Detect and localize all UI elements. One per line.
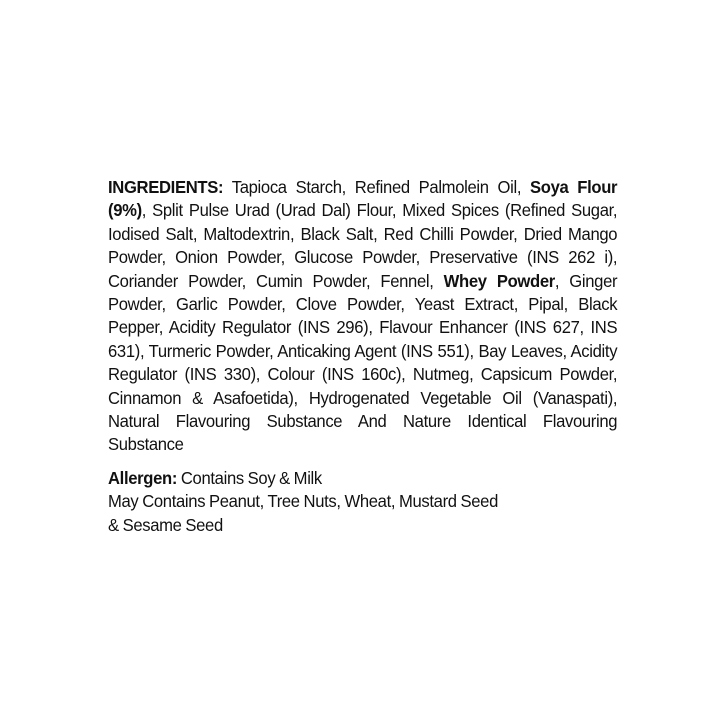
ingredients-text-3: , Ginger Powder, Garlic Powder, Clove Powder, Yeast Extract, Pipal, Black Pepper, Acidity Regulator (INS 296), Flavour Enhancer (INS 627, INS 631), Turmeric Powder, Anticaking Agent (INS 551), Bay Leaves, Acidity Regulator (INS 330), Colour (INS 160c), Nutmeg, Capsicum Powder, Cinnamon & Asafoetida), Hydrogenated Vegetable Oil (Vanaspati), Natural Flavouring Substance And Nature Identical Flavouring Substance xyxy=(108,270,618,455)
allergen-section xyxy=(108,467,617,537)
may-contain-line-1: May Contains Peanut, Tree Nuts, Wheat, Mustard Seed xyxy=(108,491,499,512)
ingredients-text-1: Tapioca Starch, Refined Palmolein Oil, xyxy=(223,177,531,197)
soya-flour-highlight: Soya Flour (9%) xyxy=(108,177,618,221)
ingredient-label xyxy=(108,176,618,537)
may-contain-line-2: & Sesame Seed xyxy=(108,514,223,535)
allergen-contains-text: Contains Soy & Milk xyxy=(177,467,322,488)
allergen-heading: Allergen: xyxy=(108,467,178,488)
ingredients-paragraph xyxy=(108,176,617,457)
allergen-contains-line xyxy=(108,467,617,490)
ingredients-text-2: , Split Pulse Urad (Urad Dal) Flour, Mixed Spices (Refined Sugar, Iodised Salt, Maltodextrin, Black Salt, Red Chilli Powder, Dried Mango Powder, Onion Powder, Glucose Powder, Preservative (INS 262 i), Coriander Powder, Cumin Powder, Fennel, xyxy=(108,200,618,291)
whey-powder-highlight: Whey Powder xyxy=(443,270,555,291)
ingredients-heading: INGREDIENTS: xyxy=(108,177,224,197)
